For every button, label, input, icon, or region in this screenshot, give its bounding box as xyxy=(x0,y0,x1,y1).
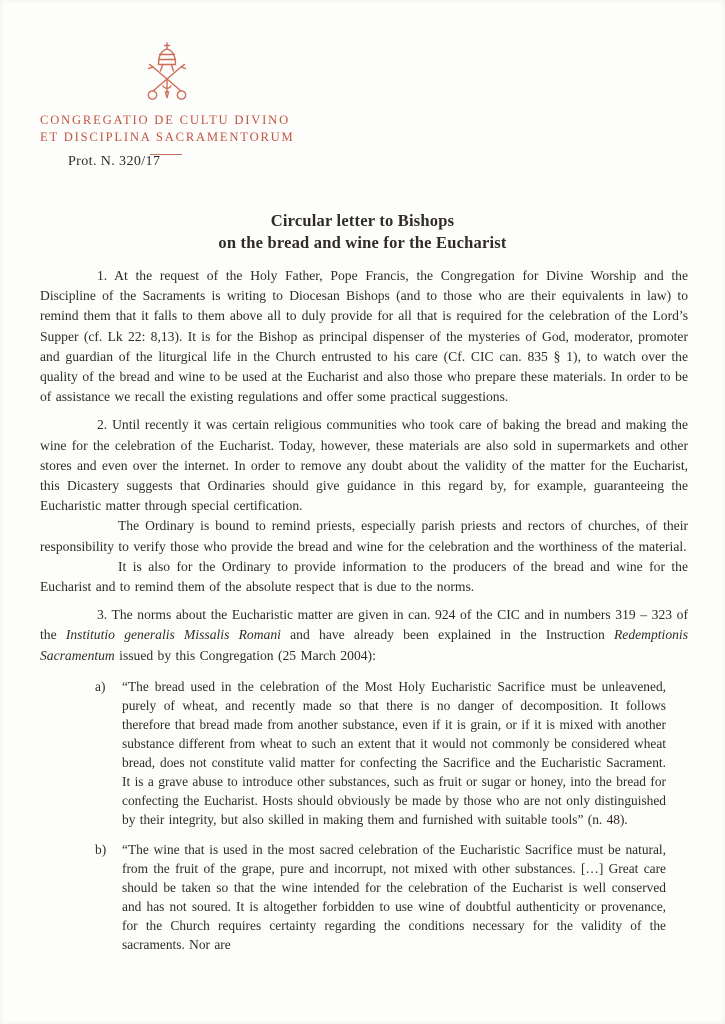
paragraph-2: 2. Until recently it was certain religious communities who took care of baking the bread and making the wine for the celebration of the Eucharist. Today, however, these materials are also sold in supermarkets and other stores and even over the internet. In order to remove any doubt about the validity of the matter for the Eucharist, this Dicastery suggests that Ordinaries should give guidance in this regard by, for example, guaranteeing the Eucharistic matter through special certification. xyxy=(40,417,688,514)
protocol-number: Prot. N. 320/17 xyxy=(68,154,161,169)
letterhead-line2: ET DISCIPLINA SACRAMENTORUM xyxy=(40,130,295,144)
document-title xyxy=(0,210,725,254)
paragraph-3 xyxy=(40,605,688,666)
papal-tiara-crossed-keys-icon xyxy=(140,42,194,106)
list-item-b xyxy=(95,840,666,954)
paragraph-2-sub2: It is also for the Ordinary to provide information to the producers of the bread and wine for the Eucharist and to remind them of the absolute respect that is due to the norms. xyxy=(40,558,688,595)
list-item-b-text: “The wine that is used in the most sacred celebration of the Eucharistic Sacrifice must be natural, from the fruit of the grape, pure and incorrupt, not mixed with other substances. […] Great care should be taken so that the wine intended for the celebration of the Eucharist is well conserved and has not soured. It is altogether forbidden to use wine of doubtful authenticity or provenance, for the Church requires certainty regarding the conditions necessary for the validity of the sacraments. Nor are xyxy=(122,841,666,952)
norms-list xyxy=(40,677,688,954)
paragraph-3-seg1: 3. The norms about the Eucharistic matter are given in can. 924 of the CIC and in numbers 319 – 323 of the xyxy=(40,607,688,643)
paragraph-3-seg3: issued by this Congregation (25 March 2004): xyxy=(114,647,376,663)
list-item-b-marker: b) xyxy=(95,841,107,857)
letterhead xyxy=(40,42,294,155)
paragraph-3-seg2: and have already been explained in the Instruction xyxy=(280,627,614,643)
latin-title-institutio: Institutio generalis Missalis Romani xyxy=(65,627,281,643)
list-item-a xyxy=(95,677,666,829)
list-item-a-marker: a) xyxy=(95,678,106,694)
title-line1: Circular letter to Bishops xyxy=(270,211,455,230)
letterhead-line1: CONGREGATIO DE CULTU DIVINO xyxy=(40,113,290,127)
paragraph-1: 1. At the request of the Holy Father, Pope Francis, the Congregation for Divine Worship and the Discipline of the Sacraments is writing to Diocesan Bishops (and to those who are their equivalents in law) to remind them that it falls to them above all to duly provide for all that is required for the celebration of the Lord’s Supper (cf. Lk 22: 8,13). It is for the Bishop as principal dispenser of the mysteries of God, moderator, promoter and guardian of the liturgical life in the Church entrusted to his care (Cf. CIC can. 835 § 1), to watch over the quality of the bread and wine to be used at the Eucharist and also those who prepare these materials. In order to be of assistance we recall the existing regulations and offer some practical suggestions. xyxy=(40,268,688,405)
list-item-a-text: “The bread used in the celebration of the Most Holy Eucharistic Sacrifice must be unleavened, purely of wheat, and recently made so that there is no danger of decomposition. It follows therefore that bread made from another substance, even if it is grain, or if it is mixed with another substance different from wheat to such an extent that it would not commonly be considered wheat bread, does not constitute valid matter for confecting the Sacrifice and the Eucharistic Sacrament. It is a grave abuse to introduce other substances, such as fruit or sugar or honey, into the bread for confecting the Eucharist. Hosts should obviously be made by those who are not only distinguished by their integrity, but also skilled in making them and furnished with suitable tools” (n. 48). xyxy=(122,678,666,827)
title-line2: on the bread and wine for the Eucharist xyxy=(218,233,507,252)
paragraph-2-sub1: The Ordinary is bound to remind priests, especially parish priests and rectors of churches, of their responsibility to verify those who provide the bread and wine for the celebration and the worthiness of the material. xyxy=(40,518,688,554)
document-body xyxy=(40,266,688,965)
latin-title-redemptionis: Redemptionis Sacramentum xyxy=(40,627,688,663)
